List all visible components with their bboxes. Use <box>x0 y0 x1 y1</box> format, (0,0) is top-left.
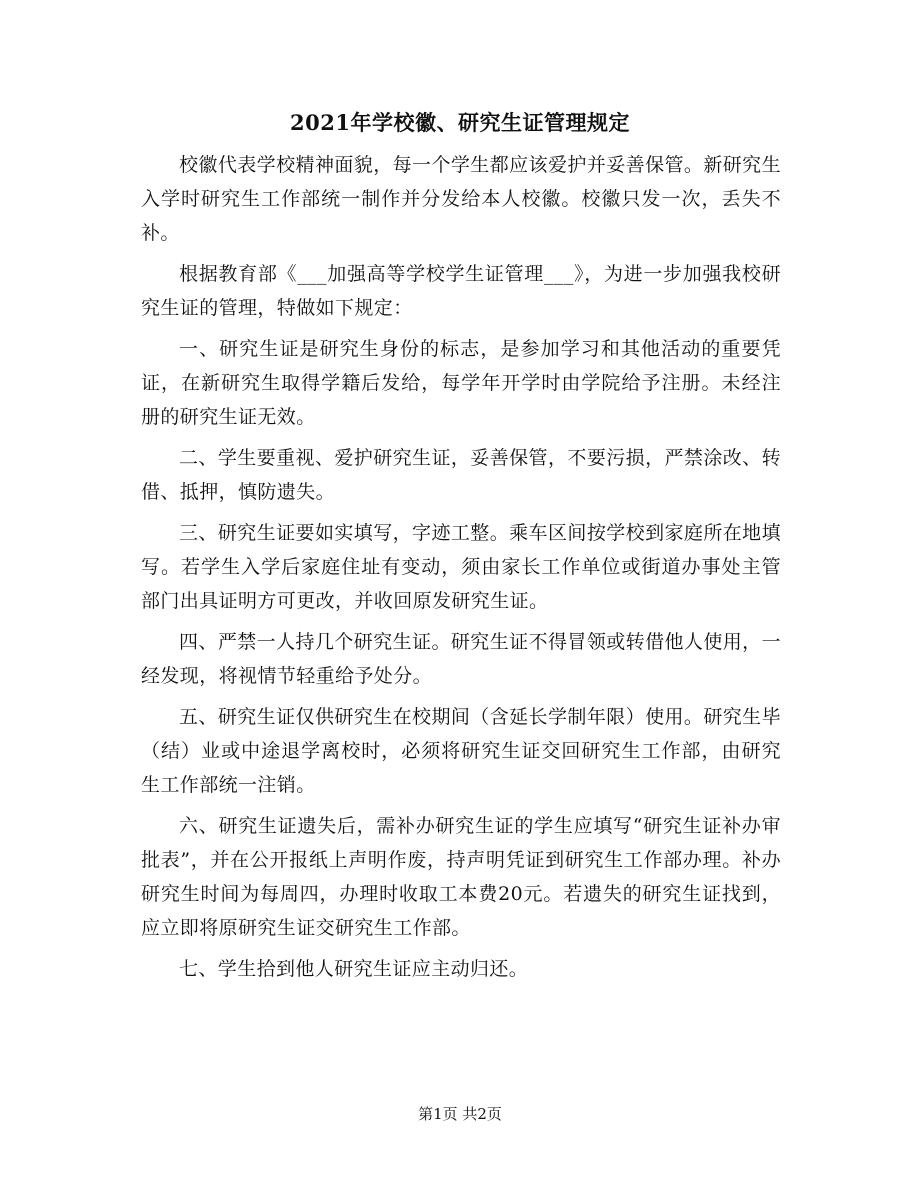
paragraph-rule-6: 六、研究生证遗失后，需补办研究生证的学生应填写“研究生证补办审批表”，并在公开报纸上声明作废，持声明凭证到研究生工作部办理。补办研究生时间为每周四，办理时收取工本费20元。若遗失的研究生证找到，应立即将原研究生证交研究生工作部。 <box>141 815 781 939</box>
paragraph-rule-3: 三、研究生证要如实填写，字迹工整。乘车区间按学校到家庭所在地填写。若学生入学后家庭住址有变动，须由家长工作单位或街道办事处主管部门出具证明方可更改，并收回原发研究生证。 <box>141 522 781 612</box>
paragraph-rule-7: 七、学生拾到他人研究生证应主动归还。 <box>179 958 529 980</box>
paragraph-intro: 校徽代表学校精神面貌，每一个学生都应该爱护并妥善保管。新研究生入学时研究生工作部统一制作并分发给本人校徽。校徽只发一次，丢失不补。 <box>141 154 781 244</box>
paragraph-rule-1: 一、研究生证是研究生身份的标志，是参加学习和其他活动的重要凭证，在新研究生取得学籍后发给，每学年开学时由学院给予注册。未经注册的研究生证无效。 <box>141 338 781 428</box>
paragraph-basis: 根据教育部《___加强高等学校学生证管理___》，为进一步加强我校研究生证的管理，特做如下规定： <box>141 263 781 319</box>
document-title: 2021年学校徽、研究生证管理规定 <box>290 110 630 135</box>
paragraph-rule-4: 四、严禁一人持几个研究生证。研究生证不得冒领或转借他人使用，一经发现，将视情节轻重给予处分。 <box>141 631 781 687</box>
page-number-footer: 第1页 共2页 <box>418 1105 502 1123</box>
paragraph-rule-2: 二、学生要重视、爱护研究生证，妥善保管，不要污损，严禁涂改、转借、抵押，慎防遗失。 <box>141 447 781 503</box>
paragraph-rule-5: 五、研究生证仅供研究生在校期间（含延长学制年限）使用。研究生毕（结）业或中途退学离校时，必须将研究生证交回研究生工作部，由研究生工作部统一注销。 <box>141 706 781 796</box>
document-body <box>141 148 781 993</box>
